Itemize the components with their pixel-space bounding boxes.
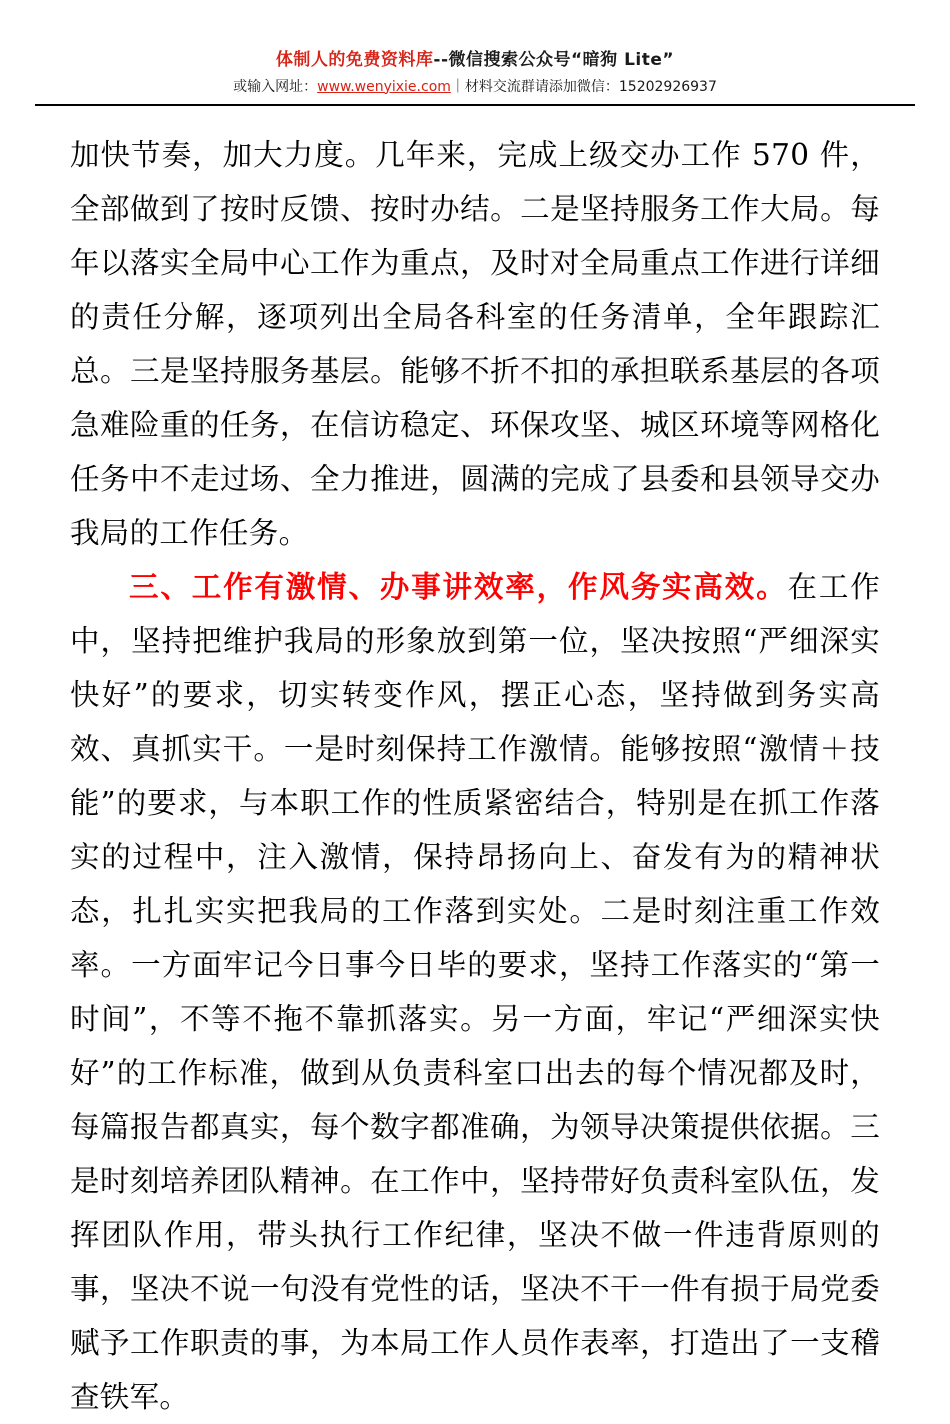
- document-body: [70, 110, 880, 1424]
- promo-contact: ｜材料交流群请添加微信：15202926937: [450, 78, 717, 95]
- promo-line-2: [0, 76, 950, 98]
- paragraph-2-text: 在工作中，坚持把维护我局的形象放到第一位，坚决按照“严细深实快好”的要求，切实转变作风，摆正心态，坚持做到务实高效、真抓实干。一是时刻保持工作激情。能够按照“激情＋技能”的要求，与本职工作的性质紧密结合，特别是在抓工作落实的过程中，注入激情，保持昂扬向上、奋发有为的精神状态，扎扎实实把我局的工作落到实处。二是时刻注重工作效率。一方面牢记今日事今日毕的要求，坚持工作落实的“第一时间”，不等不拖不靠抓落实。另一方面，牢记“严细深实快好”的工作标准，做到从负责科室口出去的每个情况都及时，每篇报告都真实，每个数字都准确，为领导决策提供依据。三是时刻培养团队精神。在工作中，坚持带好负责科室队伍，发挥团队作用，带头执行工作纪律，坚决不做一件违背原则的事，坚决不说一句没有党性的话，坚决不干一件有损于局党委赋予工作职责的事，为本局工作人员作表率，打造出了一支稽查铁军。: [70, 569, 880, 1414]
- promo-url[interactable]: www.wenyixie.com: [317, 78, 451, 95]
- promo-header: [0, 0, 950, 110]
- promo-url-prefix: 或输入网址：: [233, 78, 318, 95]
- promo-subtitle: --微信搜索公众号“暗狗 Lite”: [433, 50, 675, 70]
- paragraph-2: [70, 560, 880, 1424]
- header-divider: [35, 104, 915, 106]
- section-heading-three: 三、工作有激情、办事讲效率，作风务实高效。: [129, 568, 788, 604]
- paragraph-1: 加快节奏，加大力度。几年来，完成上级交办工作 570 件，全部做到了按时反馈、按时办结。二是坚持服务工作大局。每年以落实全局中心工作为重点，及时对全局重点工作进行详细的责任分解，逐项列出全局各科室的任务清单，全年跟踪汇总。三是坚持服务基层。能够不折不扣的承担联系基层的各项急难险重的任务，在信访稳定、环保攻坚、城区环境等网格化任务中不走过场、全力推进，圆满的完成了县委和县领导交办我局的工作任务。: [70, 137, 880, 550]
- promo-line-1: [0, 48, 950, 74]
- promo-title: 体制人的免费资料库: [275, 50, 434, 70]
